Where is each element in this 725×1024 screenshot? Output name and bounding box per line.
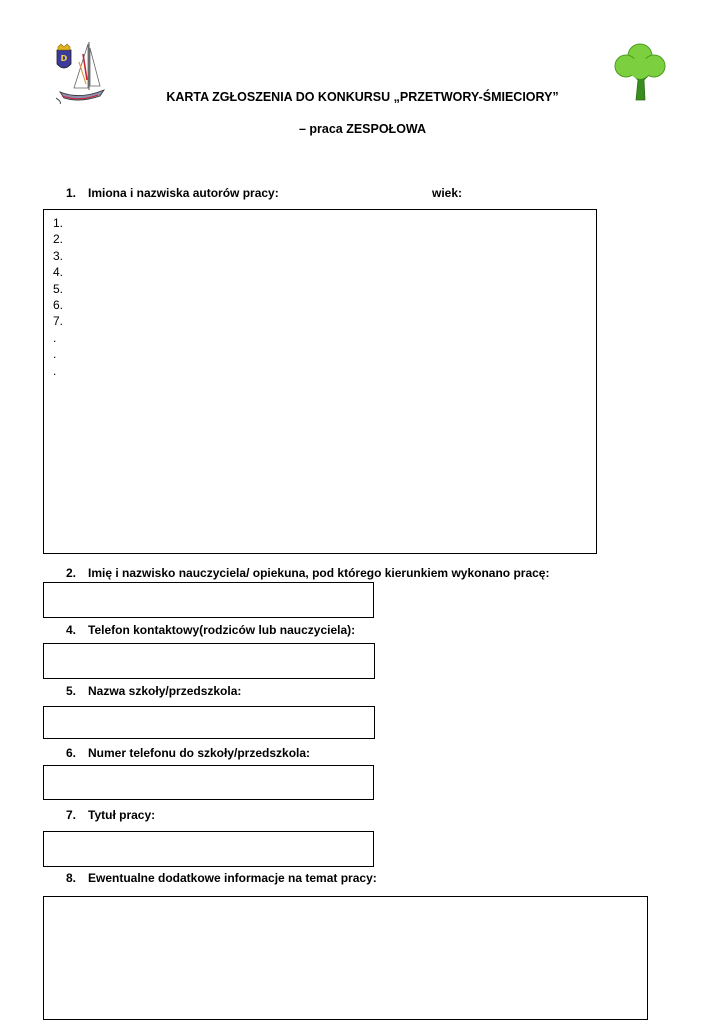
age-label: wiek: [432, 186, 463, 200]
list-item: 5. [53, 281, 64, 296]
svg-text:D: D [60, 54, 68, 63]
list-item: 4. [53, 265, 64, 280]
list-item: . [53, 363, 57, 378]
form-title: KARTA ZGŁOSZENIA DO KONKURSU „PRZETWORY-ŚMIECIORY” [166, 90, 559, 104]
section-7-number: 7. [66, 808, 77, 822]
section-4-number: 4. [66, 623, 77, 637]
section-6-heading [66, 746, 310, 760]
teacher-name-field[interactable] [43, 582, 374, 618]
section-1-label: Imiona i nazwiska autorów pracy: [88, 186, 279, 200]
list-item: . [53, 347, 57, 362]
section-6-number: 6. [66, 746, 77, 760]
section-4-label: Telefon kontaktowy(rodziców lub nauczyciela): [88, 623, 356, 637]
section-4-heading [66, 623, 355, 637]
list-item: 6. [53, 297, 64, 312]
authors-list [53, 215, 63, 379]
section-1-number: 1. [66, 186, 77, 200]
authors-box[interactable] [43, 209, 597, 554]
section-6-label: Numer telefonu do szkoły/przedszkola: [88, 746, 311, 760]
section-8-heading [66, 871, 377, 885]
contact-phone-field[interactable] [43, 643, 375, 679]
list-item: . [53, 330, 57, 345]
section-5-label: Nazwa szkoły/przedszkola: [88, 684, 242, 698]
school-phone-field[interactable] [43, 765, 374, 800]
work-title-field[interactable] [43, 831, 374, 867]
form-subtitle: – praca ZESPOŁOWA [298, 122, 427, 136]
section-1-heading [66, 186, 279, 200]
section-7-heading [66, 808, 155, 822]
section-2-number: 2. [66, 566, 77, 580]
additional-info-field[interactable] [43, 896, 648, 1020]
section-2-heading [66, 566, 549, 580]
section-5-heading [66, 684, 241, 698]
section-2-label: Imię i nazwisko nauczyciela/ opiekuna, pod którego kierunkiem wykonano pracę: [88, 566, 550, 580]
section-8-number: 8. [66, 871, 77, 885]
section-5-number: 5. [66, 684, 77, 698]
section-8-label: Ewentualne dodatkowe informacje na temat pracy: [88, 871, 377, 885]
section-7-label: Tytuł pracy: [88, 808, 156, 822]
list-item: 3. [53, 248, 64, 263]
list-item: 7. [53, 314, 64, 329]
school-name-field[interactable] [43, 706, 375, 739]
list-item: 1. [53, 216, 64, 230]
list-item: 2. [53, 232, 64, 247]
